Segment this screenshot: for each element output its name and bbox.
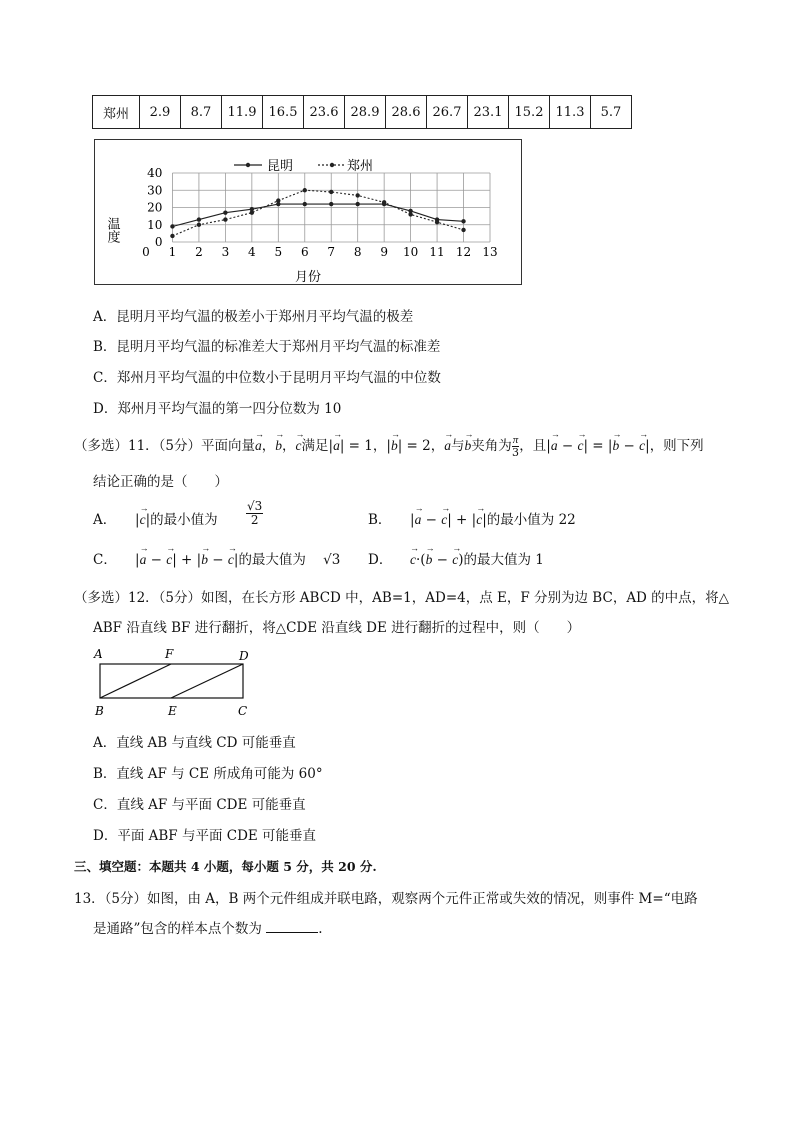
x-tick-label: 11 — [429, 245, 445, 259]
series-line-zhengzhou — [172, 190, 463, 236]
table-cell: 5.7 — [591, 96, 632, 129]
q13-text: 是通路”包含的样本点个数为 — [93, 921, 262, 937]
segment-bf — [100, 664, 171, 698]
table-cell: 28.6 — [386, 96, 427, 129]
data-point — [197, 217, 201, 221]
q12-option-b: B．直线 AF 与 CE 所成角可能为 60° — [93, 766, 323, 782]
q10-option-c: C．郑州月平均气温的中位数小于昆明月平均气温的中位数 — [93, 370, 441, 386]
legend-kunming: 昆明 — [267, 159, 294, 174]
table-cell: 11.9 — [222, 96, 263, 129]
x-tick-label: 1 — [168, 245, 177, 259]
data-point — [382, 200, 386, 204]
q11-stem: （多选）11．（5分）平面向量→ a，→ b，→ c满足|→ a| = 1，|→ b| = 2，→ a与→ b夹角为 $\frac{\pi}{3}$ ，且|→ a − → c| = |→ b − → c|，则下列 — [74, 434, 704, 458]
q11-d-text: 的最大值为 1 — [463, 552, 544, 568]
legend-kunming-marker — [246, 163, 250, 167]
temperature-line-chart — [94, 139, 522, 285]
x-tick-label: 5 — [274, 245, 283, 259]
data-point — [461, 228, 465, 232]
data-point — [223, 210, 227, 214]
data-point — [223, 217, 227, 221]
label-a: A — [94, 647, 103, 661]
table-row — [93, 96, 632, 129]
row-label: 郑州 — [93, 96, 140, 129]
pi-numerator: π — [512, 434, 519, 446]
q11-option-a-label: A． — [93, 512, 117, 528]
y-tick-label: 10 — [147, 217, 163, 232]
rectangle-figure — [90, 644, 260, 720]
q13-line2 — [93, 917, 323, 937]
label-f: F — [165, 647, 174, 661]
q11-b-text: 的最小值为 22 — [486, 512, 576, 528]
data-point — [303, 188, 307, 192]
legend-zhengzhou-marker — [330, 163, 334, 167]
x-tick-label: 6 — [300, 245, 309, 259]
table-cell: 23.1 — [468, 96, 509, 129]
data-point — [435, 220, 439, 224]
data-point — [329, 202, 333, 206]
x-tick-label: 9 — [380, 245, 388, 259]
q11-option-d-label: D． — [368, 552, 393, 568]
data-point — [170, 234, 174, 238]
legend-zhengzhou: 郑州 — [347, 159, 374, 174]
q12-option-a: A．直线 AB 与直线 CD 可能垂直 — [93, 735, 296, 751]
x-tick-label: 4 — [248, 245, 256, 259]
q10-option-d: D．郑州月平均气温的第一四分位数为 10 — [93, 401, 342, 417]
y-tick-label: 40 — [147, 166, 163, 180]
x-tick-label: 7 — [327, 245, 336, 259]
data-point — [250, 210, 254, 214]
x-tick-label: 2 — [195, 245, 203, 259]
q11-angle-text: 夹角为 — [471, 438, 512, 454]
q11-option-b: |→ a − → c| + |→ c|的最小值为 22 — [410, 508, 576, 528]
label-d: D — [239, 649, 249, 663]
data-point — [197, 223, 201, 227]
q11-option-a: |→ c|的最小值为 — [135, 508, 218, 528]
x-tick-label: 13 — [482, 245, 498, 259]
table-cell: 16.5 — [263, 96, 304, 129]
q11-option-d: → c·(→ b − → c)的最大值为 1 — [410, 548, 544, 568]
data-point — [276, 198, 280, 202]
q12-stem-line2: ABF 沿直线 BF 进行翻折，将△CDE 沿直线 DE 进行翻折的过程中，则（ ） — [93, 620, 581, 636]
y-tick-label: 30 — [147, 183, 163, 198]
table-cell: 23.6 — [304, 96, 345, 129]
segment-ed — [171, 664, 243, 698]
q11-cond: 满足| — [301, 438, 334, 454]
sqrt3-over-2 — [246, 500, 263, 527]
y-tick-label: 0 — [154, 235, 163, 249]
q11-c-text: 的最大值为 — [238, 552, 306, 568]
data-point — [170, 224, 174, 228]
data-point — [461, 219, 465, 223]
rectangle-abcd — [100, 664, 243, 698]
table-cell: 8.7 — [181, 96, 222, 129]
frac-den: 2 — [250, 513, 259, 527]
pi-over-3 — [512, 435, 520, 458]
q10-option-a: A．昆明月平均气温的极差小于郑州月平均气温的极差 — [93, 309, 414, 325]
x-tick-label: 8 — [353, 245, 362, 259]
q11-stem-line2: 结论正确的是（ ） — [93, 474, 228, 490]
pi-denominator: 3 — [511, 446, 519, 459]
q11-a-text: 的最小值为 — [150, 512, 218, 528]
q11-option-c: |→ a − → c| + |→ b − → c|的最大值为 √3 — [135, 548, 340, 568]
table-cell: 28.9 — [345, 96, 386, 129]
table-cell: 11.3 — [550, 96, 591, 129]
frac-num: √3 — [247, 499, 263, 513]
table-cell: 26.7 — [427, 96, 468, 129]
x-tick-label: 0 — [142, 245, 150, 259]
q12-option-c: C．直线 AF 与平面 CDE 可能垂直 — [93, 797, 306, 813]
label-c: C — [238, 704, 248, 718]
data-point — [355, 202, 359, 206]
label-b: B — [95, 704, 104, 718]
table-cell: 15.2 — [509, 96, 550, 129]
q12-stem-line1: （多选）12．（5分）如图，在长方形 ABCD 中，AB=1，AD=4，点 E，F 分别为边 BC，AD 的中点，将△ — [74, 590, 730, 606]
label-e: E — [168, 704, 177, 718]
q10-option-b: B．昆明月平均气温的标准差大于郑州月平均气温的标准差 — [93, 339, 441, 355]
data-point — [329, 190, 333, 194]
answer-blank — [266, 920, 318, 933]
q11-eq2: | = 2， — [397, 438, 445, 454]
y-tick-label: 20 — [147, 200, 163, 215]
q11-stem-suffix: ，则下列 — [649, 438, 704, 454]
q12-option-d: D．平面 ABF 与平面 CDE 可能垂直 — [93, 828, 317, 844]
data-point — [408, 212, 412, 216]
temperature-table — [92, 95, 632, 129]
x-axis-label: 月份 — [294, 270, 322, 285]
x-tick-label: 12 — [455, 245, 472, 259]
x-tick-label: 3 — [221, 245, 230, 259]
data-point — [303, 202, 307, 206]
q13-line1: 13．（5分）如图，由 A，B 两个元件组成并联电路，观察两个元件正常或失效的情况，则事件 M=“电路 — [74, 891, 698, 907]
x-tick-label: 10 — [402, 245, 419, 259]
q11-option-c-label: C． — [93, 552, 117, 568]
q13-end: . — [318, 921, 323, 937]
q11-c-val: √3 — [323, 552, 341, 568]
y-axis-label: 温度 — [104, 217, 120, 243]
q11-eq1: | = 1，| — [339, 438, 391, 454]
table-cell: 2.9 — [140, 96, 181, 129]
section-heading: 三、填空题：本题共 4 小题，每小题 5 分，共 20 分. — [74, 859, 377, 874]
q11-stem-prefix: （多选）11．（5分）平面向量 — [74, 438, 256, 454]
data-point — [355, 193, 359, 197]
q11-option-b-label: B． — [368, 512, 392, 528]
